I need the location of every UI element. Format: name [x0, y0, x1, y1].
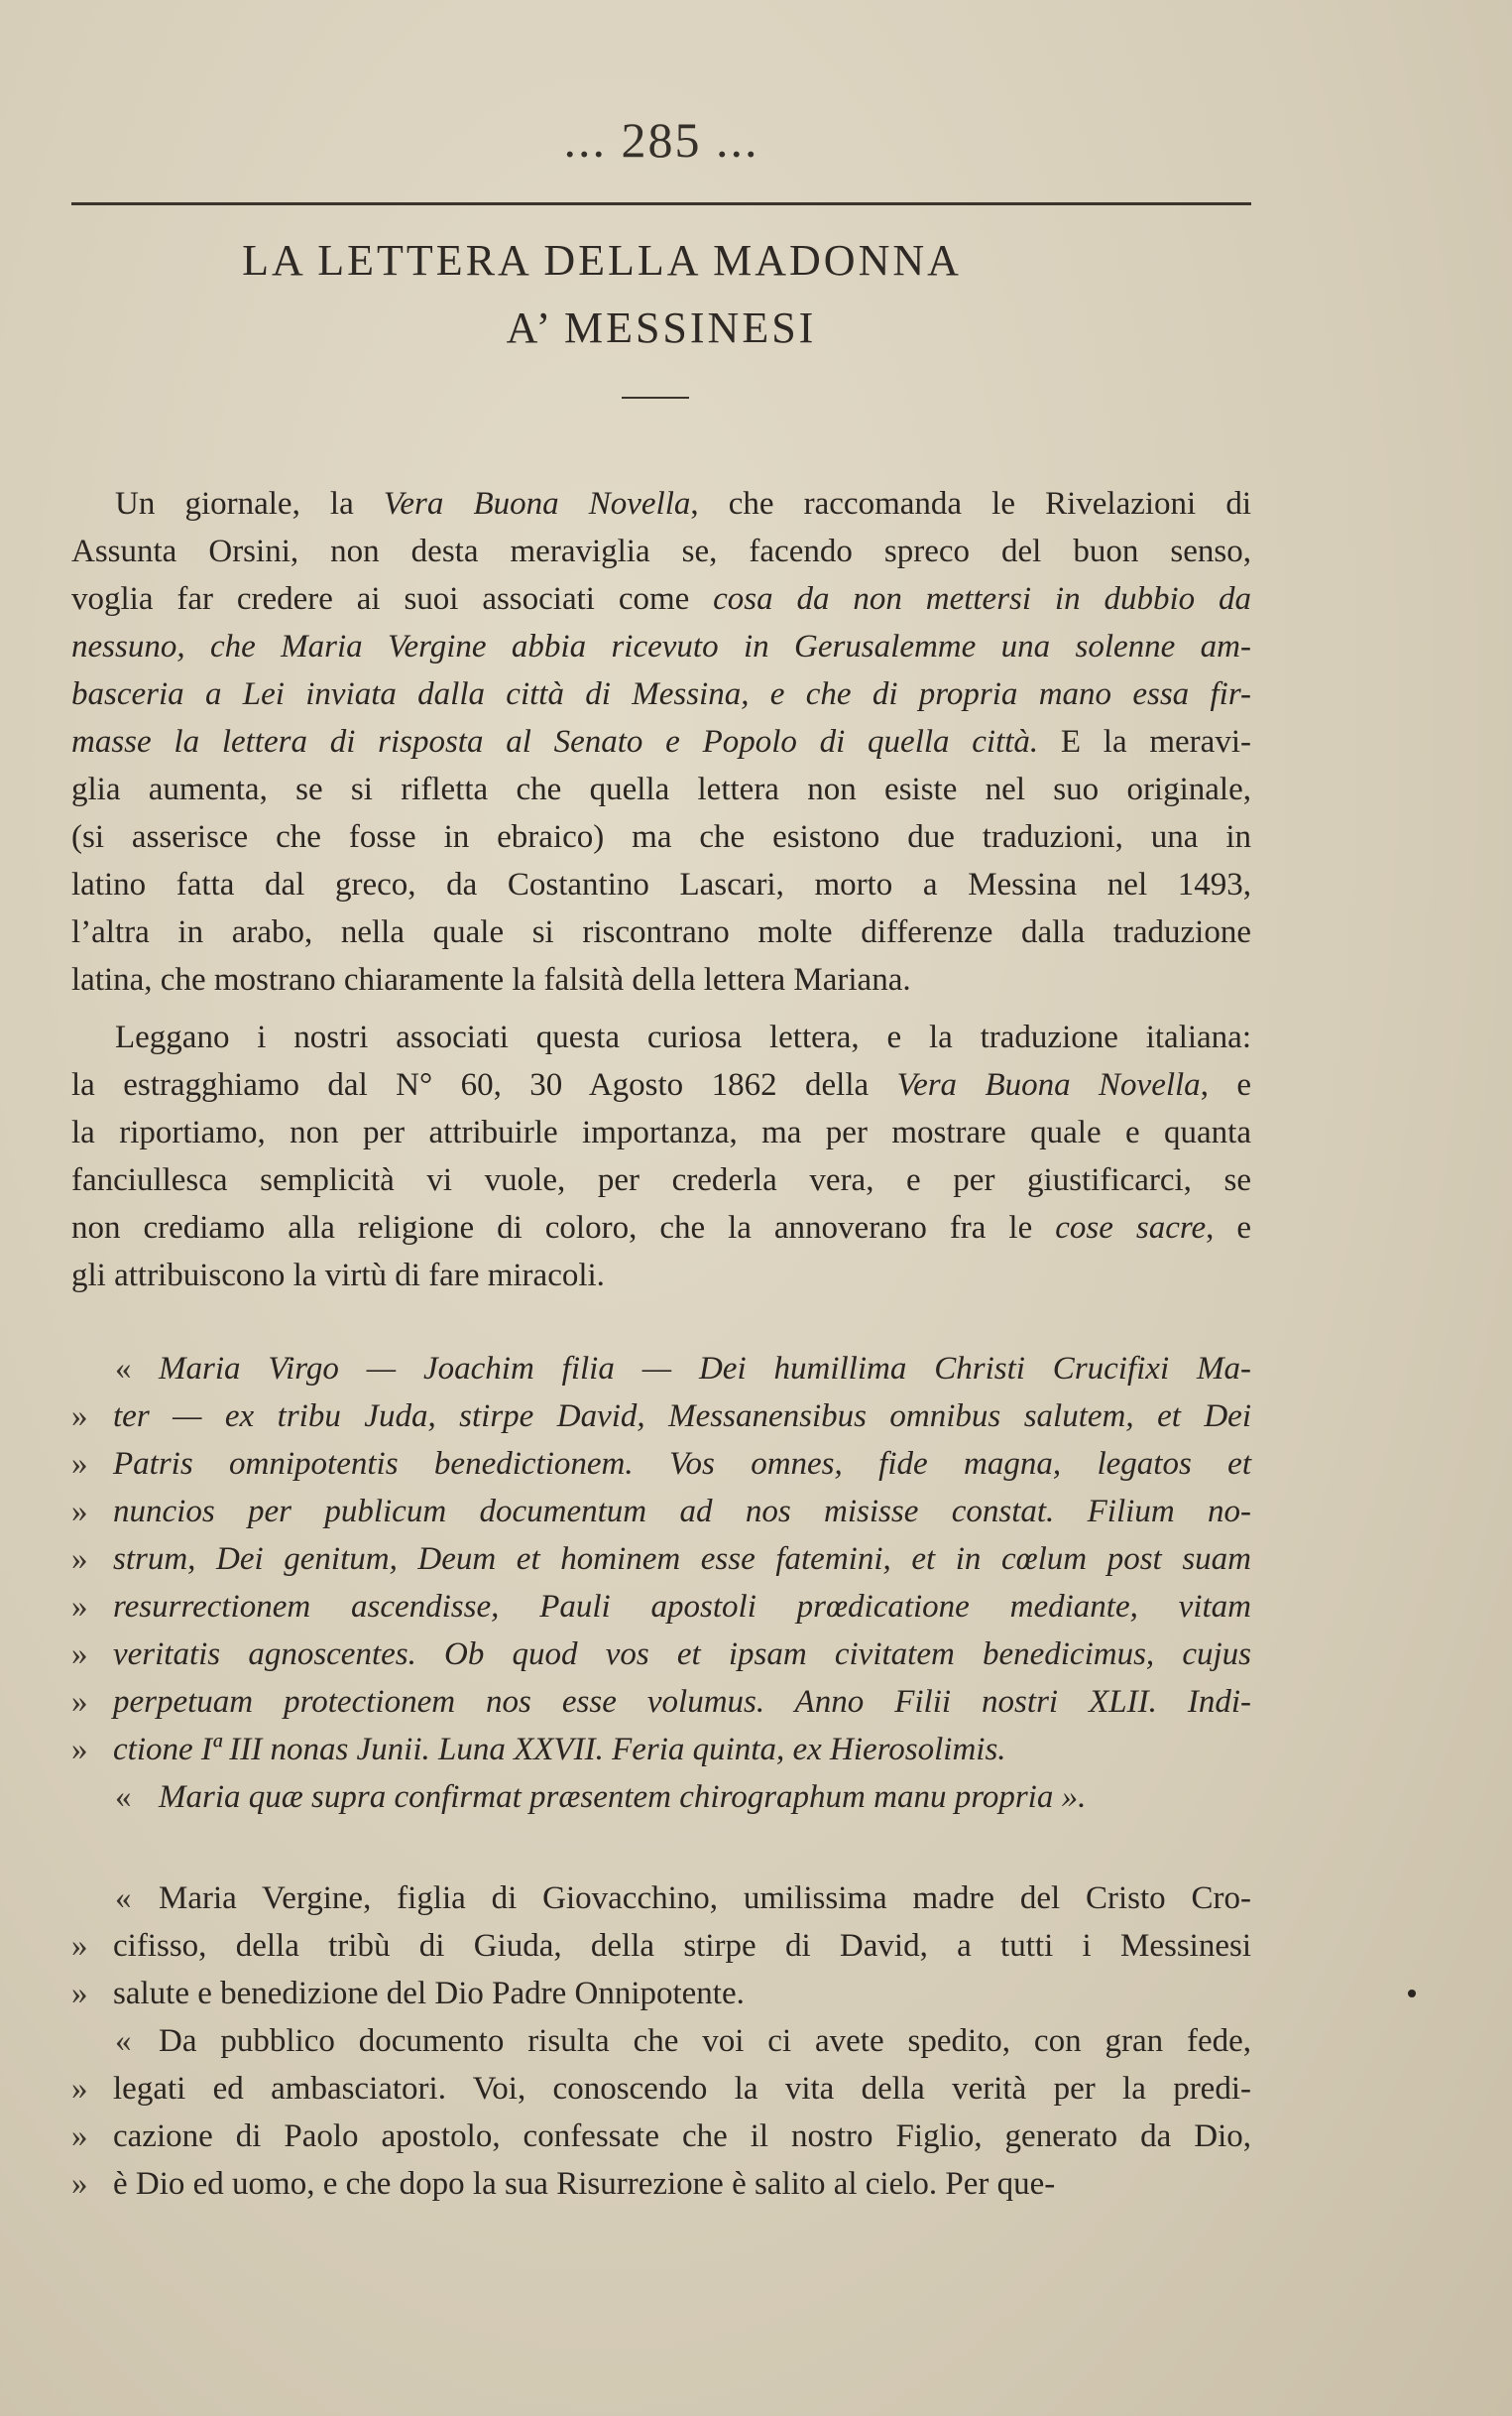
letter-text: resurrectionem ascendisse, Pauli apostoli prœdicatione mediante, vitam: [113, 1589, 1251, 1625]
text-segment: latino fatta dal greco, da Costantino Lascari, morto a Messina nel 1493,: [71, 867, 1251, 903]
text-segment: latina, che mostrano chiaramente la falsità della lettera Mariana.: [71, 962, 911, 998]
text-segment: non crediamo alla religione di coloro, che la annoverano fra le: [71, 1210, 1056, 1246]
italic-segment: Vera Buona Novella: [383, 486, 691, 522]
letter-text: legati ed ambasciatori. Voi, conoscendo la vita della verità per la predi-: [113, 2071, 1251, 2107]
letter-text: ter — ex tribu Juda, stirpe David, Messanensibus omnibus salutem, et Dei: [113, 1398, 1251, 1434]
text-segment: , che raccomanda le Rivelazioni di: [690, 486, 1251, 522]
italic-segment: cose sacre: [1055, 1210, 1207, 1246]
letter-text: è Dio ed uomo, e che dopo la sua Risurrezione è salito al cielo. Per que-: [113, 2166, 1056, 2202]
quote-mark: »: [71, 2118, 88, 2154]
letter-text: Patris omnipotentis benedictionem. Vos omnes, fide magna, legatos et: [113, 1446, 1251, 1482]
text-line: [71, 1252, 1251, 1299]
text-segment: fanciullesca semplicità vi vuole, per crederla vera, e per giustificarci, se: [71, 1162, 1251, 1198]
text-line: [71, 480, 1251, 528]
text-segment: gli attribuiscono la virtù di fare miracoli.: [71, 1258, 605, 1293]
quote-mark: »: [71, 1976, 88, 2011]
quote-mark: «: [115, 1351, 132, 1387]
text-segment: (si asserisce che fosse in ebraico) ma che esistono due traduzioni, una in: [71, 819, 1251, 855]
book-page: [71, 0, 1251, 2416]
text-line: [71, 861, 1251, 908]
quote-mark: «: [115, 1779, 132, 1815]
text-line: [71, 718, 1251, 766]
article-title-line1: LA LETTERA DELLA MADONNA: [242, 236, 962, 285]
ink-spot: [1408, 1990, 1416, 1997]
text-line: [71, 813, 1251, 861]
quote-mark: »: [71, 1541, 88, 1577]
header-rule: [71, 202, 1251, 205]
quote-mark: »: [71, 2166, 88, 2202]
text-line: [71, 1061, 1251, 1109]
text-segment: glia aumenta, se si rifletta che quella lettera non esiste nel suo originale,: [71, 772, 1251, 807]
letter-text: Da pubblico documento risulta che voi ci avete spedito, con gran fede,: [159, 2023, 1251, 2059]
text-line: [71, 528, 1251, 575]
letter-text: veritatis agnoscentes. Ob quod vos et ipsam civitatem benedicimus, cujus: [113, 1636, 1251, 1672]
italic-segment: Vera Buona Novella: [896, 1067, 1201, 1103]
text-segment: , e: [1206, 1210, 1252, 1246]
text-line: [71, 1156, 1251, 1204]
text-line: [71, 1204, 1251, 1252]
text-line: [71, 1014, 1251, 1061]
quote-mark: »: [71, 1928, 88, 1964]
italic-segment: basceria a Lei inviata dalla città di Messina, e che di propria mano essa fir-: [71, 676, 1251, 712]
quote-mark: »: [71, 1636, 88, 1672]
text-segment: la riportiamo, non per attribuirle importanza, ma per mostrare quale e quanta: [71, 1115, 1251, 1150]
quote-mark: »: [71, 1494, 88, 1529]
quote-mark: «: [115, 1880, 132, 1916]
text-segment: la estragghiamo dal N° 60, 30 Agosto 1862 della: [71, 1067, 897, 1103]
quote-mark: «: [115, 2023, 132, 2059]
text-segment: Un giornale, la: [115, 486, 384, 522]
letter-text: ctione Iª III nonas Junii. Luna XXVII. Feria quinta, ex Hierosolimis.: [113, 1732, 1006, 1767]
title-divider: [622, 397, 689, 399]
quote-mark: »: [71, 1589, 88, 1625]
letter-text: Maria quæ supra confirmat præsentem chirographum manu propria ».: [159, 1779, 1087, 1815]
text-segment: , e: [1200, 1067, 1251, 1103]
text-segment: voglia far credere ai suoi associati come: [71, 581, 714, 617]
text-line: [71, 575, 1251, 623]
page-number: ... 285 ...: [563, 112, 759, 168]
text-segment: E la meravi-: [1038, 724, 1251, 760]
quote-mark: »: [71, 1684, 88, 1720]
letter-text: Maria Virgo — Joachim filia — Dei humillima Christi Crucifixi Ma-: [159, 1351, 1251, 1387]
quote-mark: »: [71, 2071, 88, 2107]
text-line: [71, 908, 1251, 956]
text-line: [71, 670, 1251, 718]
text-segment: l’altra in arabo, nella quale si riscontrano molte differenze dalla traduzione: [71, 914, 1251, 950]
italic-segment: nessuno, che Maria Vergine abbia ricevuto in Gerusalemme una solenne am-: [71, 629, 1251, 664]
letter-text: strum, Dei genitum, Deum et hominem esse fatemini, et in cœlum post suam: [113, 1541, 1251, 1577]
text-segment: Leggano i nostri associati questa curiosa lettera, e la traduzione italiana:: [115, 1020, 1251, 1055]
text-line: [71, 956, 1251, 1004]
letter-text: perpetuam protectionem nos esse volumus. Anno Filii nostri XLII. Indi-: [113, 1684, 1251, 1720]
article-title-line2: A’ MESSINESI: [506, 303, 817, 352]
letter-text: Maria Vergine, figlia di Giovacchino, umilissima madre del Cristo Cro-: [159, 1880, 1251, 1916]
letter-text: nuncios per publicum documentum ad nos misisse constat. Filium no-: [113, 1494, 1251, 1529]
text-line: [71, 1109, 1251, 1156]
text-segment: Assunta Orsini, non desta meraviglia se, facendo spreco del buon senso,: [71, 534, 1251, 569]
letter-text: cazione di Paolo apostolo, confessate che il nostro Figlio, generato da Dio,: [113, 2118, 1251, 2154]
quote-mark: »: [71, 1446, 88, 1482]
text-line: [71, 766, 1251, 813]
text-line: [71, 623, 1251, 670]
italic-segment: masse la lettera di risposta al Senato e Popolo di quella città.: [71, 724, 1039, 760]
italic-segment: cosa da non mettersi in dubbio da: [713, 581, 1251, 617]
quote-mark: »: [71, 1732, 88, 1767]
quote-mark: »: [71, 1398, 88, 1434]
letter-text: cifisso, della tribù di Giuda, della stirpe di David, a tutti i Messinesi: [113, 1928, 1251, 1964]
letter-text: salute e benedizione del Dio Padre Onnipotente.: [113, 1976, 745, 2011]
